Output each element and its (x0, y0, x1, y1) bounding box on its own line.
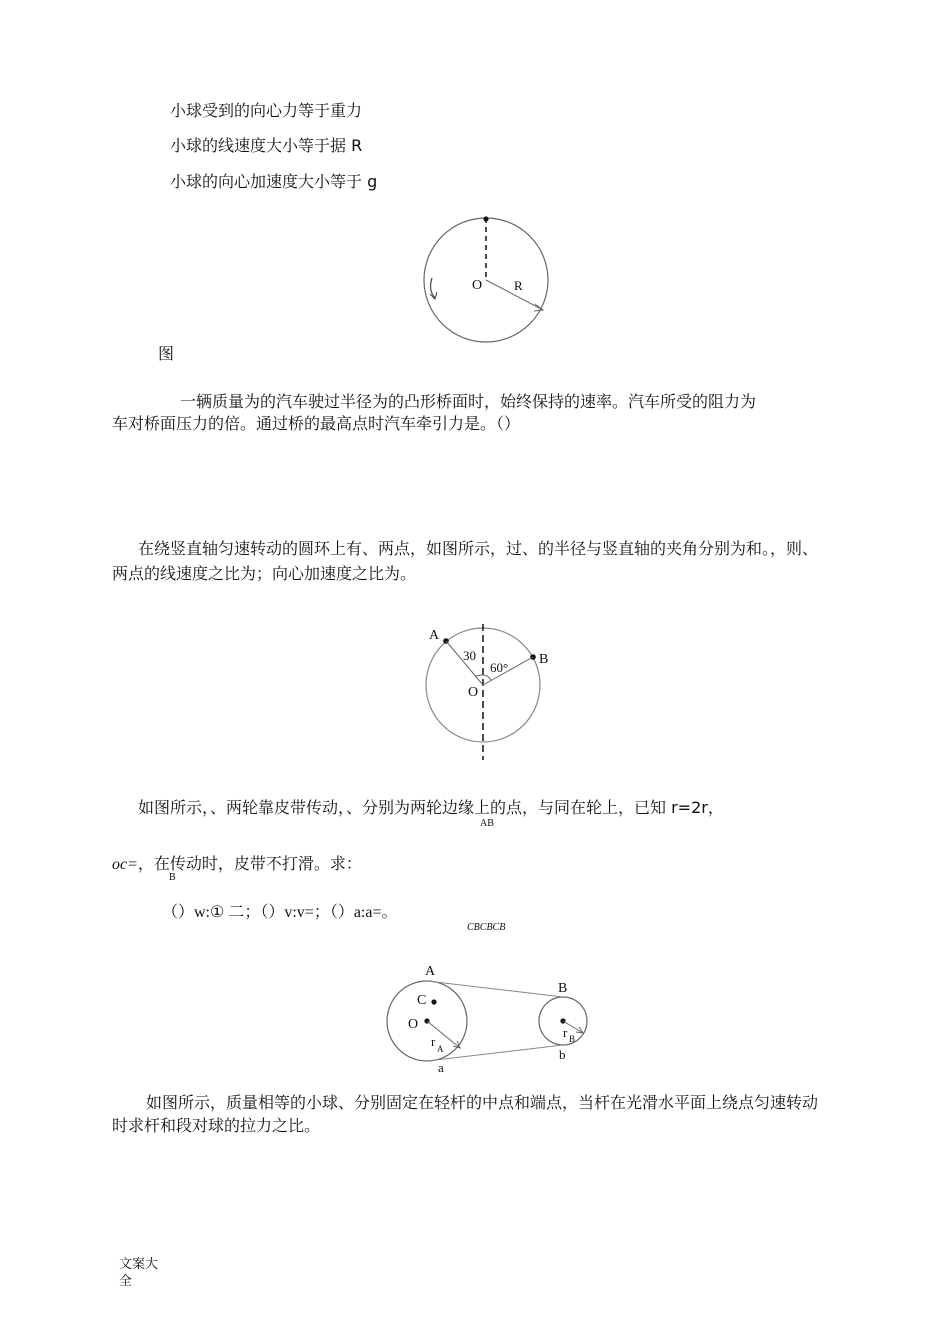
fig2-label-a: A (429, 628, 440, 643)
fig3-label-b-top: B (558, 981, 568, 996)
q3-subscript-cbcb: CBCBCB (467, 922, 506, 933)
fig1-center-label: O (472, 278, 483, 293)
q4-line-1: 如图所示，质量相等的小球、分别固定在轻杆的中点和端点，当杆在光滑水平面上绕点匀速转动 (146, 1093, 819, 1112)
belt-top (427, 981, 563, 997)
q2-line-1: 在绕竖直轴匀速转动的圆环上有、两点，如图所示，过、的半径与竖直轴的夹角分别为和。，则、 (138, 539, 819, 558)
footer-line-1: 文案大 (119, 1256, 159, 1271)
figure-vertical-circle (418, 212, 558, 352)
q3-line-1: 如图所示，、两轮靠皮带传动，、分别为两轮边缘上的点，与同在轮上，已知 r=2r， (138, 798, 724, 817)
option-line-1: 小球受到的向心力等于重力 (170, 101, 363, 120)
fig2-label-o: O (468, 685, 479, 700)
footer-line-2: 全 (119, 1273, 133, 1288)
q1-line-2: 车对桥面压力的倍。通过桥的最高点时汽车牵引力是。（） (112, 414, 521, 433)
fig2-angle-a: 30 (463, 648, 476, 663)
fig3-label-c: C (417, 993, 427, 1008)
q4-line-2: 时求杆和段对球的拉力之比。 (112, 1116, 321, 1135)
fig2-label-b: B (539, 652, 549, 667)
fig3-label-b-bottom: b (559, 1047, 566, 1062)
q3-line-2-rest: ，在传动时，皮带不打滑。求： (137, 854, 362, 873)
fig2-angle-b: 60° (490, 660, 509, 675)
fig3-label-ra-sub: A (437, 1044, 444, 1054)
figure-caption: 图 (158, 344, 175, 363)
figure-belt-drive (376, 962, 596, 1077)
angle-arc-a (475, 675, 483, 677)
fig3-label-rb-sub: B (569, 1034, 576, 1044)
fig3-label-a-top: A (425, 964, 436, 979)
option-line-2: 小球的线速度大小等于据 R (170, 136, 363, 155)
q3-line-3: （）w:① 二；（）v:v=；（）a:a=。 (162, 904, 398, 921)
fig3-label-rb: r (563, 1025, 568, 1040)
q1-line-1: 一辆质量为的汽车驶过半径为的凸形桥面时，始终保持的速率。汽车所受的阻力为 (180, 392, 757, 411)
q3-line-2 (112, 854, 362, 875)
ball-dot (483, 216, 488, 221)
q2-line-2: 两点的线速度之比为；向心加速度之比为。 (112, 564, 417, 583)
fig3-label-a-bottom: a (438, 1060, 444, 1075)
fig1-radius-label: R (514, 278, 523, 293)
fig3-label-o: O (408, 1017, 419, 1032)
q3-subscript-b: B (169, 872, 176, 883)
figure-ring-ab (414, 622, 554, 767)
option-line-3: 小球的向心加速度大小等于 g (170, 172, 378, 191)
fig3-label-ra: r (431, 1034, 436, 1049)
q3-subscript-ab: AB (480, 818, 494, 829)
angle-arc-b (483, 675, 491, 680)
q3-oc-prefix: oc= (112, 856, 138, 873)
point-c-dot (431, 999, 436, 1004)
belt-bottom (427, 1045, 563, 1061)
